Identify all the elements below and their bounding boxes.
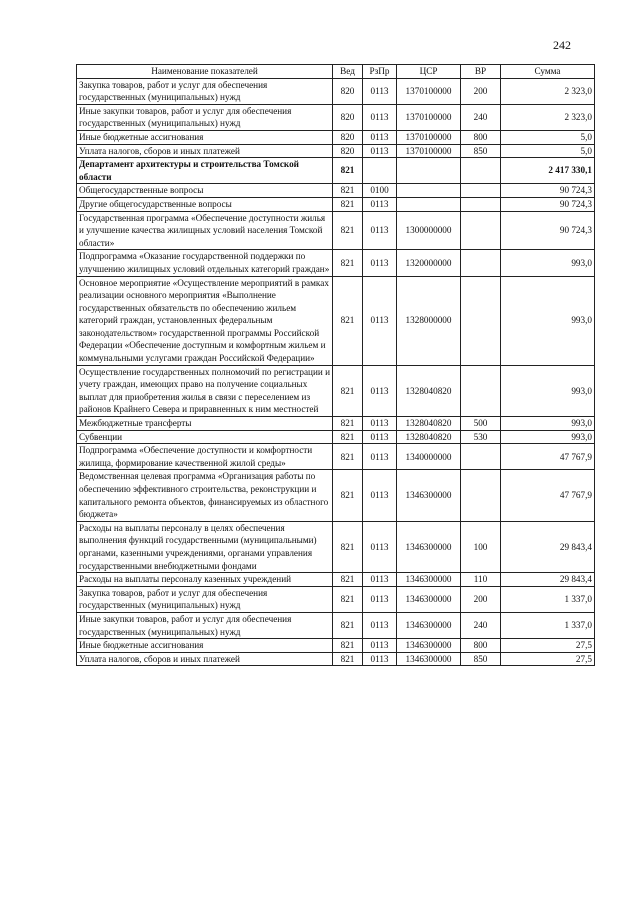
row-vr-cell: 530 — [461, 430, 501, 444]
row-vr-cell: 850 — [461, 652, 501, 666]
row-name-cell: Уплата налогов, сборов и иных платежей — [77, 144, 333, 158]
row-vr-cell — [461, 444, 501, 470]
row-vr-cell — [461, 158, 501, 184]
row-ved-cell: 821 — [333, 184, 363, 198]
row-csr-cell: 1370100000 — [397, 104, 461, 130]
row-name-cell: Департамент архитектуры и строительства Томской области — [77, 158, 333, 184]
row-name-cell: Расходы на выплаты персоналу казенных учреждений — [77, 573, 333, 587]
row-sum-cell: 5,0 — [501, 130, 595, 144]
table-row — [77, 78, 595, 104]
row-sum-cell: 993,0 — [501, 250, 595, 276]
row-rzpr-cell: 0113 — [363, 197, 397, 211]
row-csr-cell: 1346300000 — [397, 586, 461, 612]
row-name-cell: Другие общегосударственные вопросы — [77, 197, 333, 211]
row-csr-cell: 1346300000 — [397, 470, 461, 521]
row-name-cell: Иные бюджетные ассигнования — [77, 130, 333, 144]
row-csr-cell: 1346300000 — [397, 652, 461, 666]
table-row — [77, 470, 595, 521]
row-sum-cell: 47 767,9 — [501, 444, 595, 470]
row-ved-cell: 820 — [333, 104, 363, 130]
row-name-cell: Расходы на выплаты персоналу в целях обеспечения выполнения функций государственными (муниципальными) органами, казенными учреждениями, органами управления государственными внебюджетными фондами — [77, 521, 333, 572]
row-csr-cell: 1328000000 — [397, 276, 461, 365]
row-rzpr-cell: 0113 — [363, 573, 397, 587]
row-vr-cell: 500 — [461, 417, 501, 431]
row-rzpr-cell: 0113 — [363, 444, 397, 470]
row-csr-cell: 1328040820 — [397, 365, 461, 416]
row-name-cell: Иные закупки товаров, работ и услуг для обеспечения государственных (муниципальных) нужд — [77, 612, 333, 638]
row-sum-cell: 5,0 — [501, 144, 595, 158]
row-rzpr-cell: 0113 — [363, 612, 397, 638]
row-csr-cell — [397, 197, 461, 211]
table-row — [77, 158, 595, 184]
row-ved-cell: 821 — [333, 612, 363, 638]
table-row — [77, 197, 595, 211]
table-row — [77, 211, 595, 250]
row-ved-cell: 821 — [333, 250, 363, 276]
row-rzpr-cell: 0113 — [363, 130, 397, 144]
row-name-cell: Подпрограмма «Оказание государственной поддержки по улучшению жилищных условий отдельных категорий граждан» — [77, 250, 333, 276]
row-rzpr-cell: 0113 — [363, 144, 397, 158]
row-ved-cell: 821 — [333, 470, 363, 521]
table-header-row — [77, 65, 595, 79]
row-name-cell: Закупка товаров, работ и услуг для обеспечения государственных (муниципальных) нужд — [77, 78, 333, 104]
row-vr-cell — [461, 211, 501, 250]
row-ved-cell: 821 — [333, 211, 363, 250]
row-vr-cell — [461, 197, 501, 211]
row-vr-cell — [461, 470, 501, 521]
row-vr-cell: 240 — [461, 612, 501, 638]
row-sum-cell: 1 337,0 — [501, 612, 595, 638]
row-ved-cell: 821 — [333, 158, 363, 184]
row-rzpr-cell — [363, 158, 397, 184]
row-ved-cell: 821 — [333, 639, 363, 653]
row-name-cell: Государственная программа «Обеспечение доступности жилья и улучшение качества жилищных условий населения Томской области» — [77, 211, 333, 250]
row-vr-cell: 110 — [461, 573, 501, 587]
table-row — [77, 573, 595, 587]
row-csr-cell: 1370100000 — [397, 130, 461, 144]
row-ved-cell: 820 — [333, 130, 363, 144]
row-ved-cell: 821 — [333, 586, 363, 612]
row-csr-cell: 1300000000 — [397, 211, 461, 250]
table-row — [77, 444, 595, 470]
row-vr-cell: 800 — [461, 639, 501, 653]
row-ved-cell: 821 — [333, 444, 363, 470]
table-row — [77, 130, 595, 144]
row-rzpr-cell: 0113 — [363, 276, 397, 365]
row-csr-cell: 1346300000 — [397, 612, 461, 638]
row-ved-cell: 820 — [333, 144, 363, 158]
row-csr-cell: 1346300000 — [397, 639, 461, 653]
row-sum-cell: 993,0 — [501, 430, 595, 444]
column-header-vr: ВР — [461, 65, 501, 79]
row-sum-cell: 29 843,4 — [501, 573, 595, 587]
row-csr-cell: 1320000000 — [397, 250, 461, 276]
row-rzpr-cell: 0113 — [363, 521, 397, 572]
row-csr-cell: 1370100000 — [397, 144, 461, 158]
row-sum-cell: 90 724,3 — [501, 211, 595, 250]
row-name-cell: Подпрограмма «Обеспечение доступности и комфортности жилища, формирование качественной жилой среды» — [77, 444, 333, 470]
row-name-cell: Общегосударственные вопросы — [77, 184, 333, 198]
column-header-rzpr: РзПр — [363, 65, 397, 79]
table-row — [77, 430, 595, 444]
row-csr-cell: 1328040820 — [397, 430, 461, 444]
row-csr-cell: 1340000000 — [397, 444, 461, 470]
row-rzpr-cell: 0113 — [363, 211, 397, 250]
table-row — [77, 639, 595, 653]
row-rzpr-cell: 0100 — [363, 184, 397, 198]
budget-table — [76, 64, 595, 666]
row-rzpr-cell: 0113 — [363, 430, 397, 444]
row-ved-cell: 821 — [333, 521, 363, 572]
table-row — [77, 184, 595, 198]
table-row — [77, 365, 595, 416]
row-sum-cell: 27,5 — [501, 639, 595, 653]
row-name-cell: Межбюджетные трансферты — [77, 417, 333, 431]
row-ved-cell: 820 — [333, 78, 363, 104]
row-sum-cell: 47 767,9 — [501, 470, 595, 521]
column-header-ved: Вед — [333, 65, 363, 79]
row-vr-cell: 240 — [461, 104, 501, 130]
row-sum-cell: 90 724,3 — [501, 197, 595, 211]
row-name-cell: Ведомственная целевая программа «Организация работы по обеспечению эффективного строительства, реконструкции и капитального ремонта объектов, финансируемых из областного бюджета» — [77, 470, 333, 521]
row-ved-cell: 821 — [333, 365, 363, 416]
row-sum-cell: 1 337,0 — [501, 586, 595, 612]
row-csr-cell: 1328040820 — [397, 417, 461, 431]
row-rzpr-cell: 0113 — [363, 652, 397, 666]
page-number: 242 — [553, 38, 571, 52]
row-vr-cell: 800 — [461, 130, 501, 144]
row-rzpr-cell: 0113 — [363, 104, 397, 130]
row-sum-cell: 2 323,0 — [501, 104, 595, 130]
row-sum-cell: 29 843,4 — [501, 521, 595, 572]
table-row — [77, 586, 595, 612]
column-header-sum: Сумма — [501, 65, 595, 79]
row-vr-cell — [461, 276, 501, 365]
table-row — [77, 612, 595, 638]
row-ved-cell: 821 — [333, 197, 363, 211]
column-header-name: Наименование показателей — [77, 65, 333, 79]
row-rzpr-cell: 0113 — [363, 250, 397, 276]
row-csr-cell: 1346300000 — [397, 521, 461, 572]
row-sum-cell: 90 724,3 — [501, 184, 595, 198]
table-row — [77, 250, 595, 276]
row-rzpr-cell: 0113 — [363, 417, 397, 431]
table-body — [77, 78, 595, 666]
row-rzpr-cell: 0113 — [363, 639, 397, 653]
table-row — [77, 144, 595, 158]
column-header-csr: ЦСР — [397, 65, 461, 79]
row-name-cell: Иные закупки товаров, работ и услуг для обеспечения государственных (муниципальных) нужд — [77, 104, 333, 130]
table-row — [77, 276, 595, 365]
row-ved-cell: 821 — [333, 417, 363, 431]
row-ved-cell: 821 — [333, 276, 363, 365]
table-row — [77, 652, 595, 666]
row-vr-cell: 200 — [461, 78, 501, 104]
row-vr-cell: 850 — [461, 144, 501, 158]
row-vr-cell — [461, 184, 501, 198]
row-vr-cell: 200 — [461, 586, 501, 612]
table-row — [77, 521, 595, 572]
row-sum-cell: 2 417 330,1 — [501, 158, 595, 184]
row-name-cell: Основное мероприятие «Осуществление мероприятий в рамках реализации основного мероприятия «Выполнение государственных обязательств по обеспечению жильем категорий граждан, установленных федеральным законодательством» государственной программы Российской Федерации «Обеспечение доступным и комфортным жильем и коммунальными услугами граждан Российской Федерации» — [77, 276, 333, 365]
row-ved-cell: 821 — [333, 573, 363, 587]
row-sum-cell: 993,0 — [501, 276, 595, 365]
row-vr-cell — [461, 250, 501, 276]
row-rzpr-cell: 0113 — [363, 365, 397, 416]
row-csr-cell — [397, 184, 461, 198]
row-rzpr-cell: 0113 — [363, 470, 397, 521]
row-vr-cell: 100 — [461, 521, 501, 572]
row-sum-cell: 2 323,0 — [501, 78, 595, 104]
row-vr-cell — [461, 365, 501, 416]
row-name-cell: Уплата налогов, сборов и иных платежей — [77, 652, 333, 666]
row-ved-cell: 821 — [333, 652, 363, 666]
row-name-cell: Закупка товаров, работ и услуг для обеспечения государственных (муниципальных) нужд — [77, 586, 333, 612]
row-ved-cell: 821 — [333, 430, 363, 444]
row-sum-cell: 993,0 — [501, 417, 595, 431]
row-sum-cell: 993,0 — [501, 365, 595, 416]
row-name-cell: Осуществление государственных полномочий по регистрации и учету граждан, имеющих право на получение социальных выплат для приобретения жилья в связи с переселением из районов Крайнего Севера и приравненных к ним местностей — [77, 365, 333, 416]
row-csr-cell: 1346300000 — [397, 573, 461, 587]
row-csr-cell: 1370100000 — [397, 78, 461, 104]
row-rzpr-cell: 0113 — [363, 78, 397, 104]
row-name-cell: Иные бюджетные ассигнования — [77, 639, 333, 653]
row-name-cell: Субвенции — [77, 430, 333, 444]
row-sum-cell: 27,5 — [501, 652, 595, 666]
table-row — [77, 417, 595, 431]
row-rzpr-cell: 0113 — [363, 586, 397, 612]
table-row — [77, 104, 595, 130]
row-csr-cell — [397, 158, 461, 184]
